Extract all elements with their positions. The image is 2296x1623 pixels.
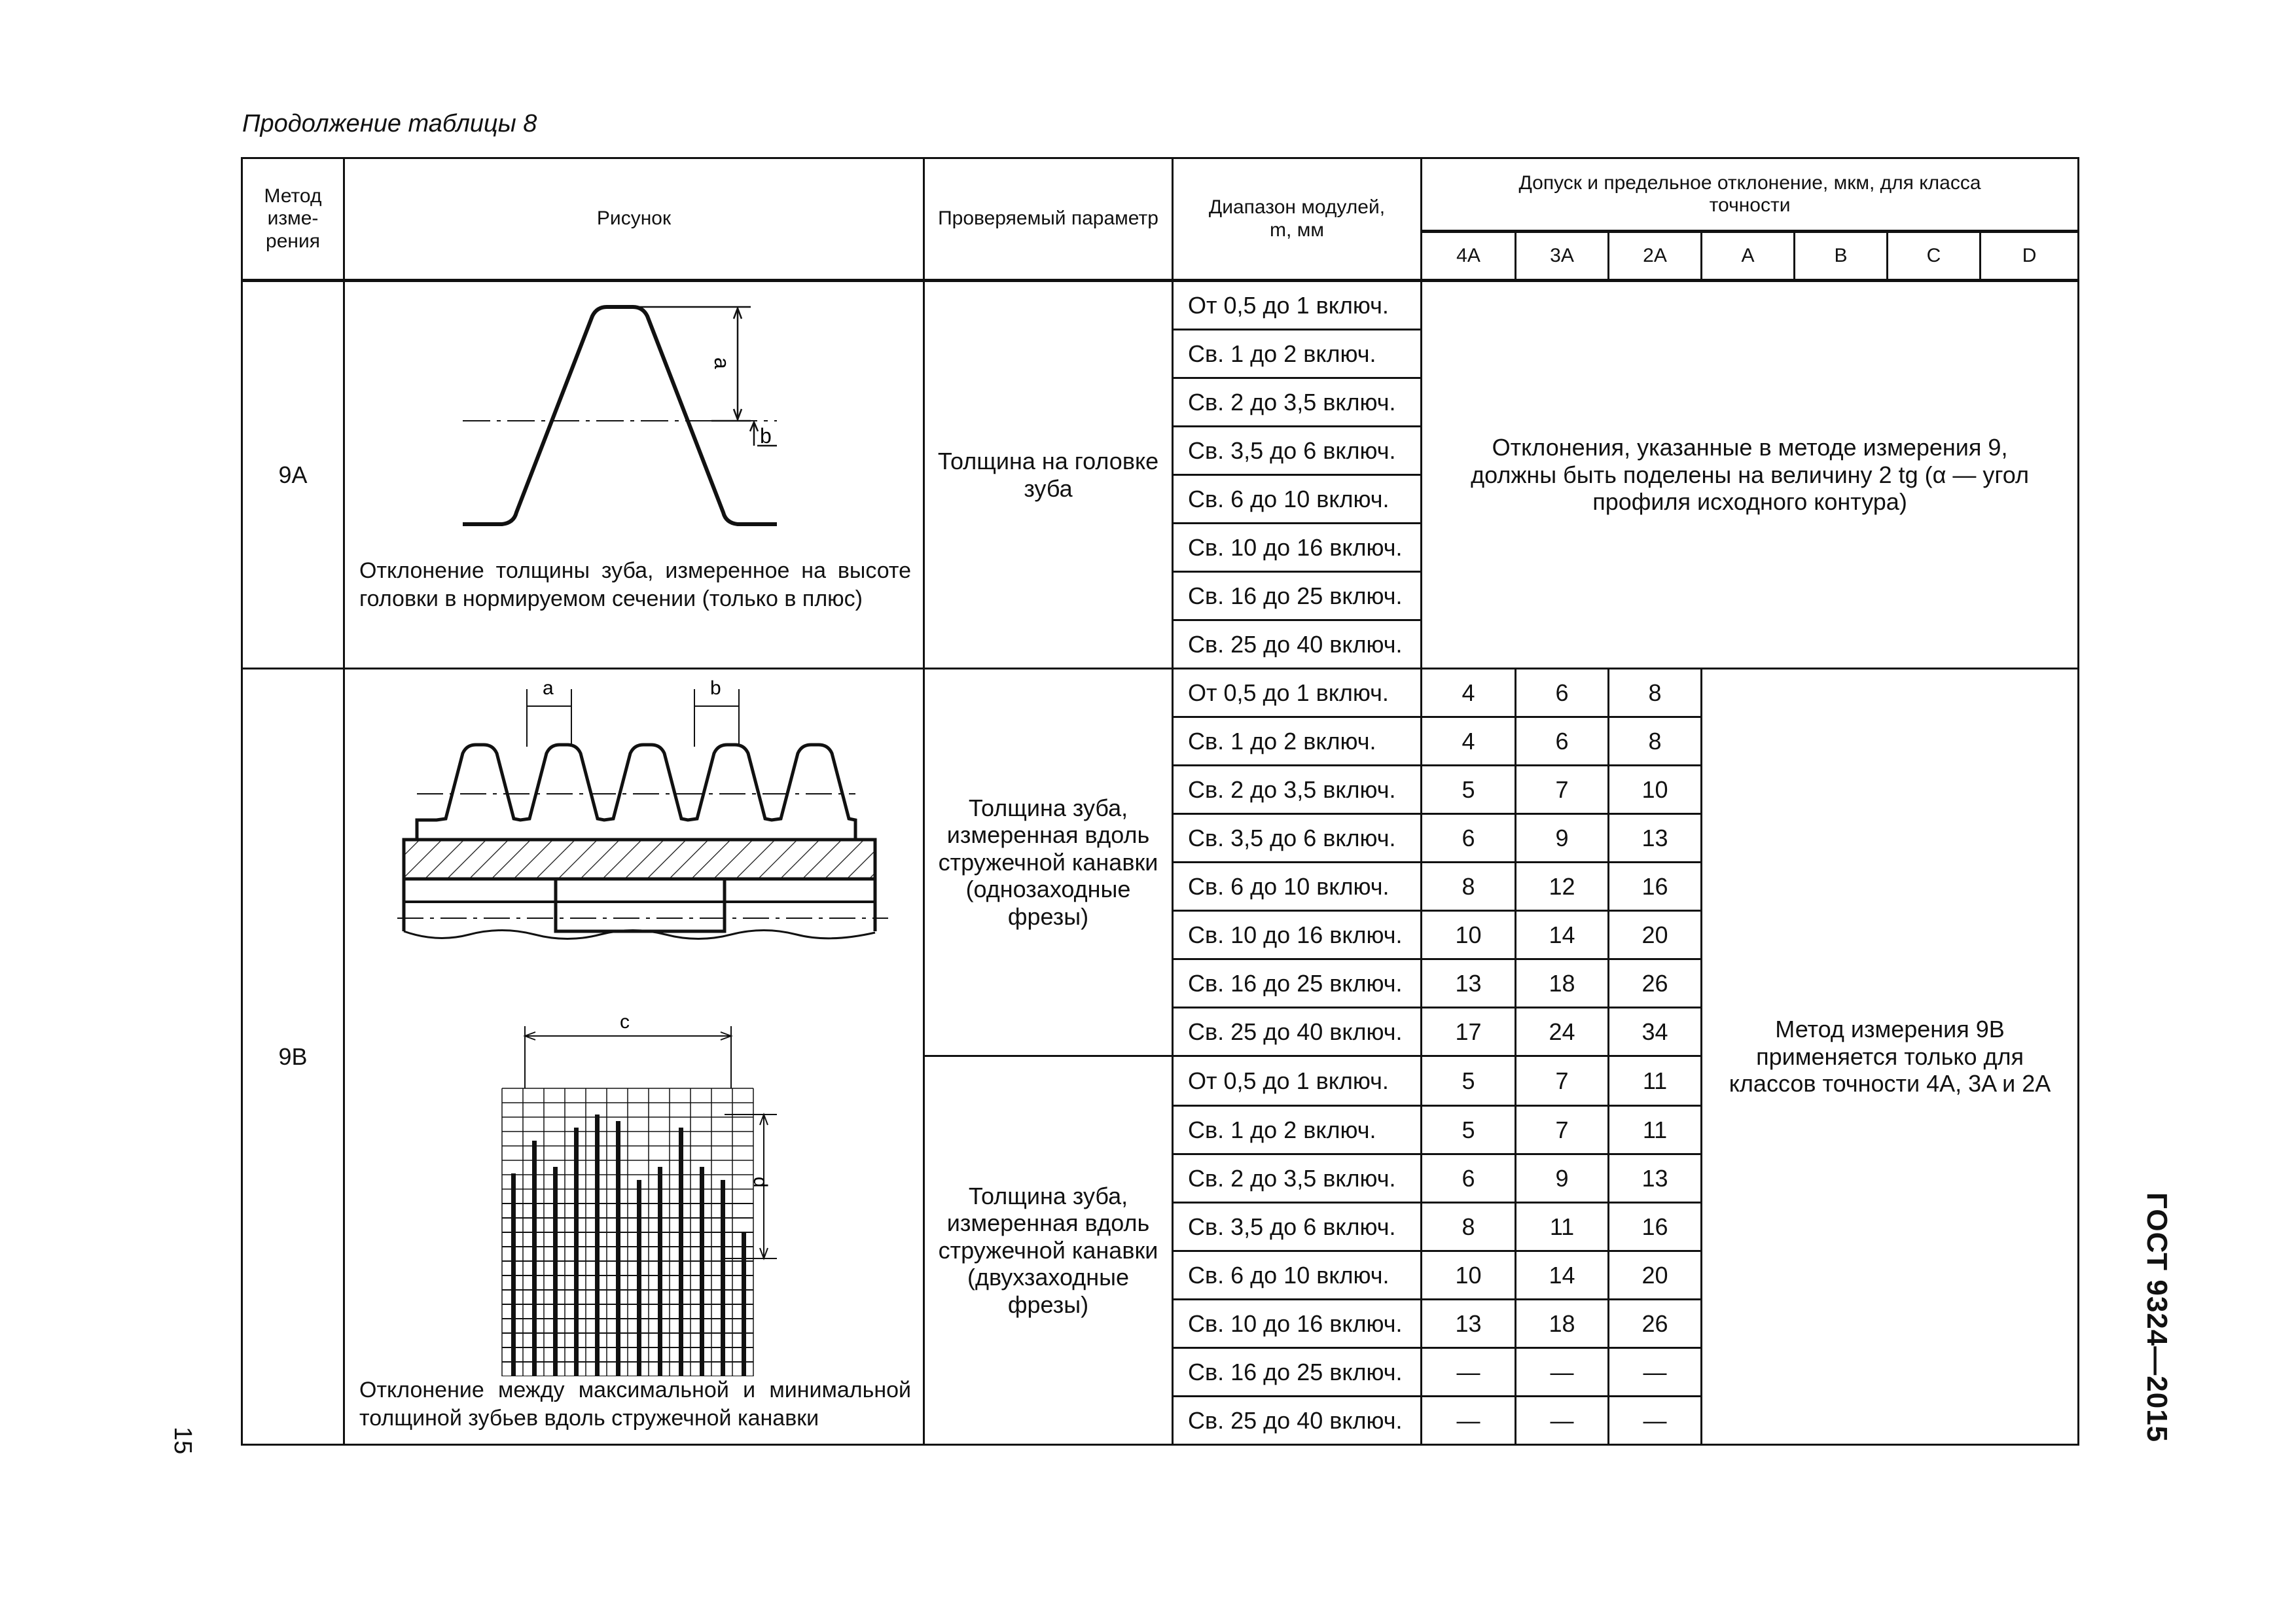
module-range: Св. 6 до 10 включ. [1173, 1251, 1422, 1300]
tolerance-value-3A: 7 [1516, 1056, 1609, 1106]
header-method: Метод изме-рения [242, 158, 344, 281]
header-class-A: A [1702, 232, 1795, 281]
tolerance-value-4A: 13 [1422, 1300, 1516, 1348]
thickness-bar [658, 1167, 662, 1376]
tolerance-value-3A: 9 [1516, 814, 1609, 863]
tolerance-value-3A: 12 [1516, 863, 1609, 911]
module-range: Св. 16 до 25 включ. [1173, 1348, 1422, 1397]
table-row-9b [242, 669, 2079, 717]
module-range: Св. 1 до 2 включ. [1173, 1106, 1422, 1154]
method-9a: 9A [242, 281, 344, 669]
tolerance-value-3A: 24 [1516, 1008, 1609, 1056]
tolerance-value-3A: 11 [1516, 1203, 1609, 1251]
tolerance-value-4A: 13 [1422, 959, 1516, 1008]
header-module-range [1173, 158, 1422, 281]
tolerance-value-3A: 14 [1516, 1251, 1609, 1300]
figure-9a-tooth-profile [345, 282, 924, 557]
tolerance-value-2A: — [1609, 1397, 1702, 1445]
tolerance-value-2A: 11 [1609, 1056, 1702, 1106]
header-class-B: B [1795, 232, 1888, 281]
figure-9b-label-a: a [543, 677, 554, 699]
header-row [242, 158, 2079, 232]
figure-9b-thickness-chart [502, 1088, 753, 1376]
tolerance-value-3A: 6 [1516, 717, 1609, 766]
module-range: Св. 6 до 10 включ. [1173, 475, 1422, 524]
tolerance-value-4A: 4 [1422, 717, 1516, 766]
module-range: Св. 16 до 25 включ. [1173, 572, 1422, 620]
tolerance-value-3A: 18 [1516, 1300, 1609, 1348]
figure-9b-cutter-section [345, 669, 924, 1376]
thickness-bar [679, 1128, 683, 1376]
table-row-9a [242, 281, 2079, 330]
figure-9a-label-a: a [710, 357, 734, 369]
module-range: Св. 2 до 3,5 включ. [1173, 1154, 1422, 1203]
parameter-9b-double-text: Толщина зуба, измеренная вдоль стружечной канавки (двухзаходные фрезы) [938, 1183, 1158, 1318]
header-class-C: C [1888, 232, 1981, 281]
header-module-range-label: Диапазон модулей, [1208, 196, 1386, 218]
tolerance-value-3A: 18 [1516, 959, 1609, 1008]
tolerance-value-2A: 8 [1609, 717, 1702, 766]
figure-9b-cell [344, 669, 924, 1445]
tolerance-value-4A: 4 [1422, 669, 1516, 717]
header-class-D: D [1981, 232, 2079, 281]
tolerance-value-4A: 10 [1422, 1251, 1516, 1300]
thickness-bar [532, 1141, 537, 1376]
module-range: Св. 10 до 16 включ. [1173, 1300, 1422, 1348]
table-caption: Продолжение таблицы 8 [242, 110, 537, 137]
module-range: Св. 1 до 2 включ. [1173, 330, 1422, 378]
tolerance-value-4A: 8 [1422, 1203, 1516, 1251]
header-module-unit: m, мм [1270, 219, 1324, 241]
tolerance-value-2A: 34 [1609, 1008, 1702, 1056]
header-class-2A: 2A [1609, 232, 1702, 281]
note-9a [1422, 281, 2079, 669]
header-class-3A: 3A [1516, 232, 1609, 281]
module-range: Св. 1 до 2 включ. [1173, 717, 1422, 766]
parameter-9b-single-text: Толщина зуба, измеренная вдоль стружечной канавки (однозаходные фрезы) [938, 794, 1158, 930]
parameter-9b-single [924, 669, 1173, 1056]
module-range: Св. 2 до 3,5 включ. [1173, 378, 1422, 427]
figure-9a-label-b: b [760, 424, 772, 448]
header-figure: Рисунок [344, 158, 924, 281]
parameter-9a: Толщина на головке зуба [924, 281, 1173, 669]
module-range: Св. 10 до 16 включ. [1173, 524, 1422, 572]
tolerance-value-2A: 16 [1609, 1203, 1702, 1251]
tolerance-value-2A: 16 [1609, 863, 1702, 911]
tolerance-value-4A: — [1422, 1397, 1516, 1445]
module-range: Св. 25 до 40 включ. [1173, 620, 1422, 669]
note-9b [1702, 669, 2079, 1445]
tolerance-value-3A: 6 [1516, 669, 1609, 717]
tolerance-value-2A: 26 [1609, 959, 1702, 1008]
thickness-bar [700, 1167, 704, 1376]
tolerance-value-2A: 20 [1609, 911, 1702, 959]
tolerance-value-4A: — [1422, 1348, 1516, 1397]
module-range: Св. 6 до 10 включ. [1173, 863, 1422, 911]
tolerance-value-4A: 8 [1422, 863, 1516, 911]
tolerance-value-4A: 5 [1422, 766, 1516, 814]
figure-9b-label-c: c [620, 1011, 630, 1033]
thickness-bar [616, 1121, 620, 1376]
tolerance-value-2A: 20 [1609, 1251, 1702, 1300]
tolerance-value-3A: 9 [1516, 1154, 1609, 1203]
tolerance-value-2A: — [1609, 1348, 1702, 1397]
tolerance-value-3A: — [1516, 1348, 1609, 1397]
module-range: Св. 3,5 до 6 включ. [1173, 427, 1422, 475]
tolerance-value-3A: 7 [1516, 766, 1609, 814]
figure-9a-caption: Отклонение толщины зуба, измеренное на высоте головки в нормируемом сечении (только в плюс) [359, 558, 911, 611]
note-9a-text: Отклонения, указанные в методе измерения 9, должны быть поделены на величину 2 tg (α — угол профиля исходного контура) [1471, 434, 2029, 516]
module-range: Св. 25 до 40 включ. [1173, 1397, 1422, 1445]
tolerance-value-4A: 5 [1422, 1106, 1516, 1154]
note-9b-text: Метод измерения 9B применяется только для классов точности 4A, 3A и 2A [1729, 1016, 2051, 1097]
tolerance-value-2A: 8 [1609, 669, 1702, 717]
tolerance-value-2A: 13 [1609, 1154, 1702, 1203]
tolerance-value-4A: 6 [1422, 1154, 1516, 1203]
module-range: Св. 3,5 до 6 включ. [1173, 814, 1422, 863]
tolerance-value-4A: 5 [1422, 1056, 1516, 1106]
figure-9b-label-d: d [749, 1177, 771, 1188]
module-range: От 0,5 до 1 включ. [1173, 669, 1422, 717]
figure-9b-teeth-row [417, 745, 855, 840]
tolerance-value-2A: 26 [1609, 1300, 1702, 1348]
thickness-bar [574, 1128, 579, 1376]
tolerance-value-3A: 7 [1516, 1106, 1609, 1154]
header-parameter: Проверяемый параметр [924, 158, 1173, 281]
module-range: От 0,5 до 1 включ. [1173, 1056, 1422, 1106]
thickness-bar [595, 1115, 600, 1376]
parameter-9b-double [924, 1056, 1173, 1445]
page-number: 15 [169, 1427, 196, 1455]
tolerance-value-2A: 11 [1609, 1106, 1702, 1154]
tolerance-value-3A: 14 [1516, 911, 1609, 959]
module-range: Св. 10 до 16 включ. [1173, 911, 1422, 959]
figure-9b-caption: Отклонение между максимальной и минимальной толщиной зубьев вдоль стружечной канавки [359, 1378, 911, 1431]
header-tolerance: Допуск и предельное отклонение, мкм, для класса точности [1422, 158, 2079, 232]
tolerance-value-4A: 6 [1422, 814, 1516, 863]
module-range: Св. 2 до 3,5 включ. [1173, 766, 1422, 814]
tolerance-value-4A: 10 [1422, 911, 1516, 959]
module-range: От 0,5 до 1 включ. [1173, 281, 1422, 330]
tolerance-value-2A: 10 [1609, 766, 1702, 814]
tolerance-table [241, 157, 2079, 1446]
module-range: Св. 16 до 25 включ. [1173, 959, 1422, 1008]
method-9b: 9B [242, 669, 344, 1445]
module-range: Св. 3,5 до 6 включ. [1173, 1203, 1422, 1251]
tolerance-value-3A: — [1516, 1397, 1609, 1445]
tolerance-value-4A: 17 [1422, 1008, 1516, 1056]
thickness-bar [553, 1167, 558, 1376]
standard-designation: ГОСТ 9324—2015 [2141, 1192, 2173, 1443]
module-range: Св. 25 до 40 включ. [1173, 1008, 1422, 1056]
figure-9a-cell [344, 281, 924, 669]
tolerance-value-2A: 13 [1609, 814, 1702, 863]
figure-9b-label-b: b [710, 677, 721, 699]
header-class-4A: 4A [1422, 232, 1516, 281]
